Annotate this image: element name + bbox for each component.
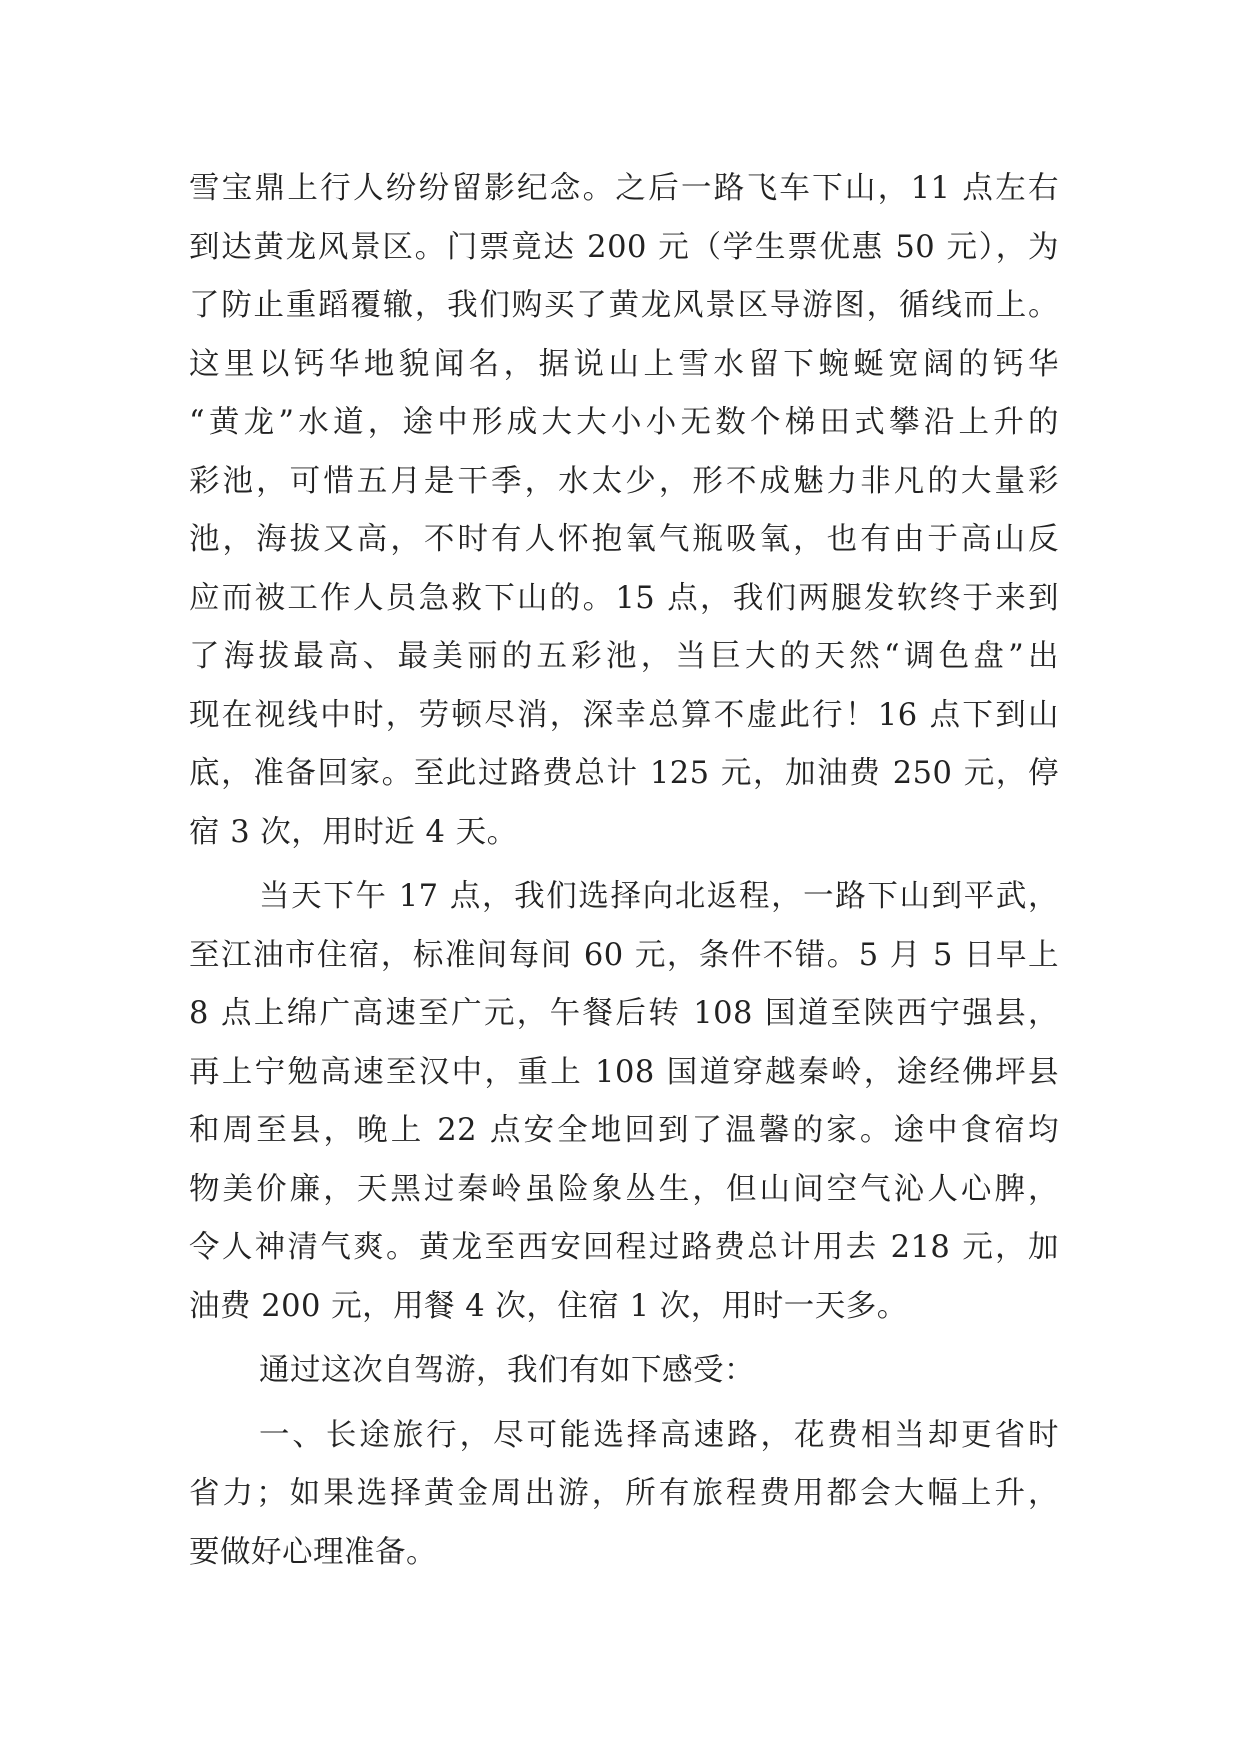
text-line: 油费 200 元，用餐 4 次，住宿 1 次，用时一天多。: [189, 1288, 908, 1324]
text-line: 应而被工作人员急救下山的。15 点，我们两腿发软终于来到: [189, 580, 1059, 616]
text-line: 彩池，可惜五月是干季，水太少，形不成魅力非凡的大量彩: [189, 463, 1059, 499]
text-line: 宿 3 次，用时近 4 天。: [189, 814, 518, 850]
text-line: 省力；如果选择黄金周出游，所有旅程费用都会大幅上升，: [189, 1476, 1059, 1511]
text-line: 要做好心理准备。: [189, 1534, 437, 1570]
paragraph-impressions-intro: [189, 1342, 1059, 1401]
text-line: 这里以钙华地貌闻名，据说山上雪水留下蜿蜒宽阔的钙华: [189, 346, 1059, 382]
text-line: 池，海拔又高，不时有人怀抱氧气瓶吸氧，也有由于高山反: [189, 522, 1059, 557]
text-line: 物美价廉，天黑过秦岭虽险象丛生，但山间空气沁人心脾，: [189, 1171, 1059, 1207]
text-line: 到达黄龙风景区。门票竟达 200 元（学生票优惠 50 元），为: [189, 229, 1059, 265]
text-line: “黄龙”水道，途中形成大大小小无数个梯田式攀沿上升的: [189, 405, 1059, 440]
text-line: 通过这次自驾游，我们有如下感受：: [259, 1353, 755, 1388]
text-line: 了防止重蹈覆辙，我们购买了黄龙风景区导游图，循线而上。: [189, 288, 1059, 323]
text-line: 现在视线中时，劳顿尽消，深幸总算不虚此行！16 点下到山: [189, 697, 1059, 733]
text-line: 当天下午 17 点，我们选择向北返程，一路下山到平武，: [259, 879, 1059, 914]
paragraph-scenic-visit: [189, 160, 1059, 862]
document-body: [189, 160, 1059, 1582]
text-line: 8 点上绵广高速至广元，午餐后转 108 国道至陕西宁强县，: [189, 996, 1059, 1031]
text-line: 令人神清气爽。黄龙至西安回程过路费总计用去 218 元，加: [189, 1230, 1059, 1265]
paragraph-impression-one: [189, 1407, 1059, 1583]
text-line: 了海拔最高、最美丽的五彩池，当巨大的天然“调色盘”出: [189, 639, 1059, 674]
text-line: 至江油市住宿，标准间每间 60 元，条件不错。5 月 5 日早上: [189, 937, 1059, 973]
text-line: 和周至县，晚上 22 点安全地回到了温馨的家。途中食宿均: [189, 1113, 1059, 1148]
text-line: 底，准备回家。至此过路费总计 125 元，加油费 250 元，停: [189, 756, 1059, 791]
text-line: 再上宁勉高速至汉中，重上 108 国道穿越秦岭，途经佛坪县: [189, 1054, 1059, 1090]
text-line: 雪宝鼎上行人纷纷留影纪念。之后一路飞车下山，11 点左右: [189, 171, 1059, 206]
paragraph-return-trip: [189, 868, 1059, 1336]
text-line: 一、长途旅行，尽可能选择高速路，花费相当却更省时: [259, 1417, 1059, 1453]
